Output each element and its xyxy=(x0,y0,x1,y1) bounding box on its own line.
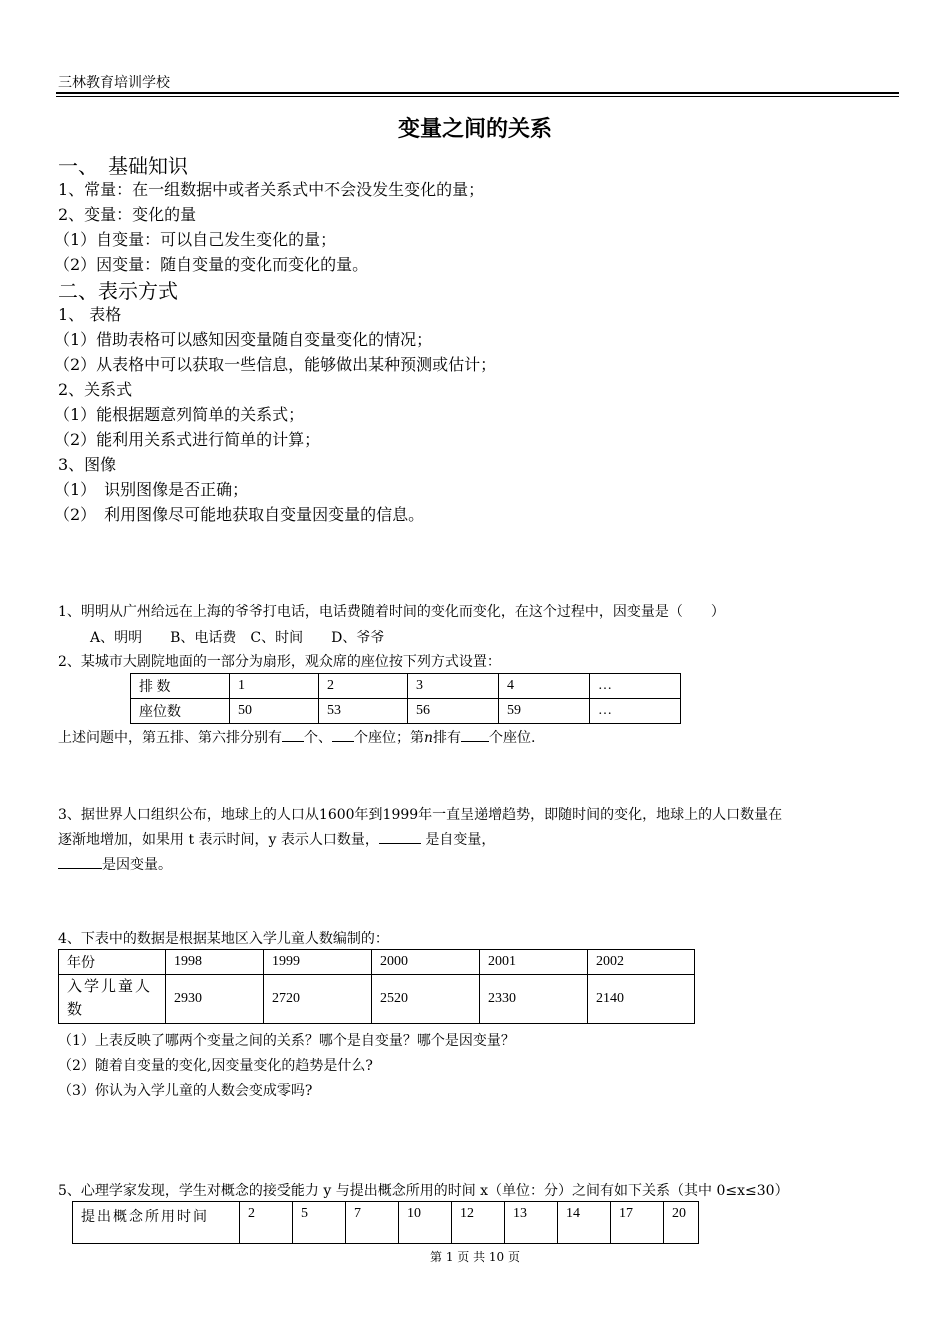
section2-line: （1）借助表格可以感知因变量随自变量变化的情况； xyxy=(54,330,433,349)
fill-text: 个座位；第 xyxy=(354,730,424,746)
question-4-sub: （2）随着自变量的变化,因变量变化的趋势是什么? xyxy=(58,1058,373,1074)
table-cell: 1 xyxy=(230,674,319,699)
table-cell: 17 xyxy=(611,1202,664,1244)
question-1-options: A、明明 B、电话费 C、时间 D、爷爷 xyxy=(90,630,385,646)
table-cell: 59 xyxy=(499,699,590,724)
section2-line: （2） 利用图像尽可能地获取自变量因变量的信息。 xyxy=(54,505,425,524)
table-cell: … xyxy=(590,699,681,724)
section2-heading: 二、表示方式 xyxy=(58,279,178,303)
table-cell: 2002 xyxy=(588,950,695,975)
table-cell: 5 xyxy=(293,1202,346,1244)
table-cell: 56 xyxy=(408,699,499,724)
table-cell: 入学儿童人数 xyxy=(59,975,166,1024)
table-cell: 排 数 xyxy=(131,674,230,699)
table-cell: 2000 xyxy=(372,950,480,975)
table-cell: 3 xyxy=(408,674,499,699)
section2-line: （1） 识别图像是否正确； xyxy=(54,480,249,499)
table-cell: 2720 xyxy=(264,975,372,1024)
table-cell: 年份 xyxy=(59,950,166,975)
section2-line: 3、图像 xyxy=(58,455,117,474)
question-1: 1、明明从广州给远在上海的爷爷打电话，电话费随着时间的变化而变化，在这个过程中，因变量是（ ） xyxy=(58,604,725,620)
school-header: 三林教育培训学校 xyxy=(58,75,170,91)
blank-line xyxy=(379,829,421,844)
section2-line: （2）能利用关系式进行简单的计算； xyxy=(54,430,321,449)
table-row xyxy=(131,699,681,724)
table-cell: 2330 xyxy=(480,975,588,1024)
table-cell: 提出概念所用时间 xyxy=(73,1202,240,1244)
header-rule-thin xyxy=(56,96,899,97)
question-4: 4、下表中的数据是根据某地区入学儿童人数编制的： xyxy=(58,931,389,947)
blank-line xyxy=(58,854,102,869)
question-5: 5、心理学家发现，学生对概念的接受能力 y 与提出概念所用的时间 x（单位：分）之间有如下关系（其中 0≤x≤30） xyxy=(58,1183,789,1199)
section1-line: 1、常量：在一组数据中或者关系式中不会没发生变化的量； xyxy=(58,180,485,199)
fill-text: 是自变量， xyxy=(420,832,496,848)
section1-line: （1）自变量：可以自己发生变化的量； xyxy=(54,230,337,249)
table-cell: 1998 xyxy=(166,950,264,975)
table-cell: 2140 xyxy=(588,975,695,1024)
blank-line xyxy=(461,727,489,742)
table-cell: … xyxy=(590,674,681,699)
fill-text: 排有 xyxy=(433,730,462,746)
table-cell: 4 xyxy=(499,674,590,699)
fill-text: 逐渐地增加，如果用 t 表示时间，y 表示人口数量， xyxy=(58,832,379,848)
table-cell: 10 xyxy=(399,1202,452,1244)
table-row xyxy=(59,975,695,1024)
table-cell: 7 xyxy=(346,1202,399,1244)
table-row xyxy=(73,1202,699,1244)
variable-n: n xyxy=(424,730,434,746)
question-4-sub: （1）上表反映了哪两个变量之间的关系？哪个是自变量？哪个是因变量？ xyxy=(58,1033,515,1049)
fill-text: 个座位. xyxy=(489,730,536,746)
question-2: 2、某城市大剧院地面的一部分为扇形，观众席的座位按下列方式设置： xyxy=(58,654,501,670)
section2-line: （1）能根据题意列简单的关系式； xyxy=(54,405,305,424)
section1-heading: 一、 基础知识 xyxy=(58,154,188,178)
table-row xyxy=(131,674,681,699)
fill-text: 是因变量。 xyxy=(102,857,172,873)
table-cell: 2 xyxy=(240,1202,293,1244)
question-2-fill xyxy=(58,727,535,747)
table-cell: 2 xyxy=(319,674,408,699)
table-cell: 50 xyxy=(230,699,319,724)
section1-line: （2）因变量：随自变量的变化而变化的量。 xyxy=(54,255,369,274)
blank-line xyxy=(282,727,304,742)
section2-line: 2、关系式 xyxy=(58,380,133,399)
section1-line: 2、变量：变化的量 xyxy=(58,205,197,224)
table-cell: 2930 xyxy=(166,975,264,1024)
table-cell: 2520 xyxy=(372,975,480,1024)
table-row xyxy=(59,950,695,975)
question-4-sub: （3）你认为入学儿童的人数会变成零吗? xyxy=(58,1083,313,1099)
table-cell: 14 xyxy=(558,1202,611,1244)
section2-line: 1、 表格 xyxy=(58,305,122,324)
question-3-line1: 3、据世界人口组织公布，地球上的人口从1600年到1999年一直呈递增趋势，即随时间的变化，地球上的人口数量在 xyxy=(58,807,783,823)
question-3-line2 xyxy=(58,829,495,849)
fill-text: 个、 xyxy=(304,730,332,746)
enrollment-table xyxy=(58,949,695,1024)
table-cell: 53 xyxy=(319,699,408,724)
table-cell: 2001 xyxy=(480,950,588,975)
header-rule-thick xyxy=(56,92,899,94)
section2-line: （2）从表格中可以获取一些信息，能够做出某种预测或估计； xyxy=(54,355,497,374)
table-cell: 13 xyxy=(505,1202,558,1244)
concept-time-table xyxy=(72,1201,699,1244)
blank-line xyxy=(332,727,354,742)
table-cell: 20 xyxy=(664,1202,699,1244)
seating-table xyxy=(130,673,681,724)
page-footer: 第 1 页 共 10 页 xyxy=(430,1250,520,1264)
fill-text: 上述问题中，第五排、第六排分别有 xyxy=(58,730,282,746)
page-title: 变量之间的关系 xyxy=(397,117,552,142)
table-cell: 座位数 xyxy=(131,699,230,724)
table-cell: 1999 xyxy=(264,950,372,975)
question-3-line3 xyxy=(58,854,172,874)
table-cell: 12 xyxy=(452,1202,505,1244)
